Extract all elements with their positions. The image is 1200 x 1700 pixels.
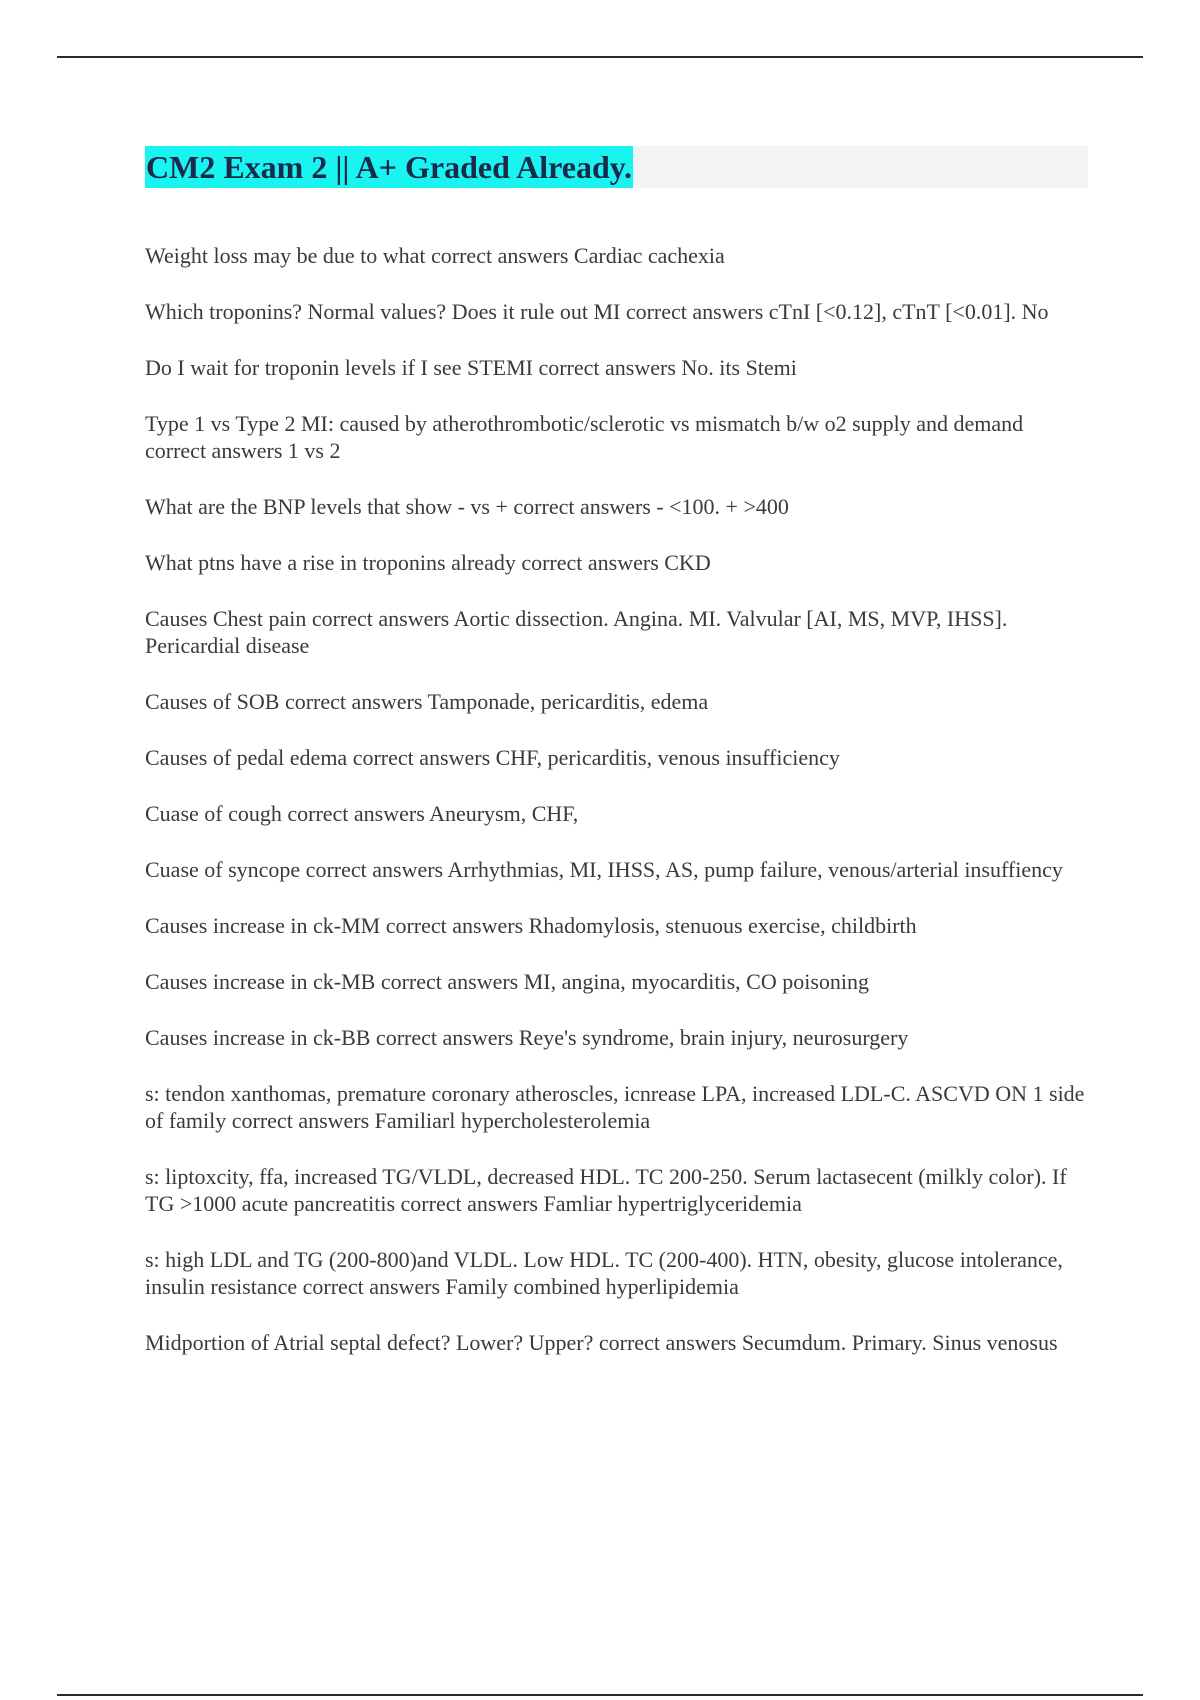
qa-item: Weight loss may be due to what correct answers Cardiac cachexia <box>145 243 725 268</box>
qa-item: s: tendon xanthomas, premature coronary atheroscles, icnrease LPA, increased LDL-C. ASCVD ON 1 side of family correct answers Familiarl hypercholesterolemia <box>145 1081 1085 1133</box>
qa-item: s: high LDL and TG (200-800)and VLDL. Low HDL. TC (200-400). HTN, obesity, glucose intolerance, insulin resistance correct answers Family combined hyperlipidemia <box>145 1247 1063 1299</box>
qa-item: Causes Chest pain correct answers Aortic dissection. Angina. MI. Valvular [AI, MS, MVP, IHSS]. Pericardial disease <box>145 606 1008 658</box>
qa-item: Cuase of cough correct answers Aneurysm, CHF, <box>145 801 579 826</box>
qa-item: Causes increase in ck-MB correct answers MI, angina, myocarditis, CO poisoning <box>145 969 869 994</box>
qa-item: Midportion of Atrial septal defect? Lower? Upper? correct answers Secumdum. Primary. Sinus venosus <box>145 1330 1058 1355</box>
qa-item: Type 1 vs Type 2 MI: caused by atherothrombotic/sclerotic vs mismatch b/w o2 supply and demand correct answers 1 vs 2 <box>145 411 1024 463</box>
qa-item: Do I wait for troponin levels if I see STEMI correct answers No. its Stemi <box>145 355 797 380</box>
qa-item: s: liptoxcity, ffa, increased TG/VLDL, decreased HDL. TC 200-250. Serum lactasecent (milkly color). If TG >1000 acute pancreatitis correct answers Famliar hypertriglyceridemia <box>145 1164 1067 1216</box>
qa-item: Causes increase in ck-BB correct answers Reye's syndrome, brain injury, neurosurgery <box>145 1025 909 1050</box>
qa-item: Causes of pedal edema correct answers CHF, pericarditis, venous insufficiency <box>145 745 840 770</box>
qa-item: Causes increase in ck-MM correct answers Rhadomylosis, stenuous exercise, childbirth <box>145 913 917 938</box>
qa-item: Which troponins? Normal values? Does it rule out MI correct answers cTnI [<0.12], cTnT [<0.01]. No <box>145 299 1049 324</box>
page-top-rule <box>57 56 1143 58</box>
qa-list <box>145 242 1085 1385</box>
qa-item: What ptns have a rise in troponins already correct answers CKD <box>145 550 711 575</box>
qa-item: Cuase of syncope correct answers Arrhythmias, MI, IHSS, AS, pump failure, venous/arterial insuffiency <box>145 857 1063 882</box>
document-title: CM2 Exam 2 || A+ Graded Already. <box>145 146 633 188</box>
page-bottom-rule <box>57 1694 1143 1696</box>
qa-item: What are the BNP levels that show - vs + correct answers - <100. + >400 <box>145 494 789 519</box>
qa-item: Causes of SOB correct answers Tamponade, pericarditis, edema <box>145 689 709 714</box>
